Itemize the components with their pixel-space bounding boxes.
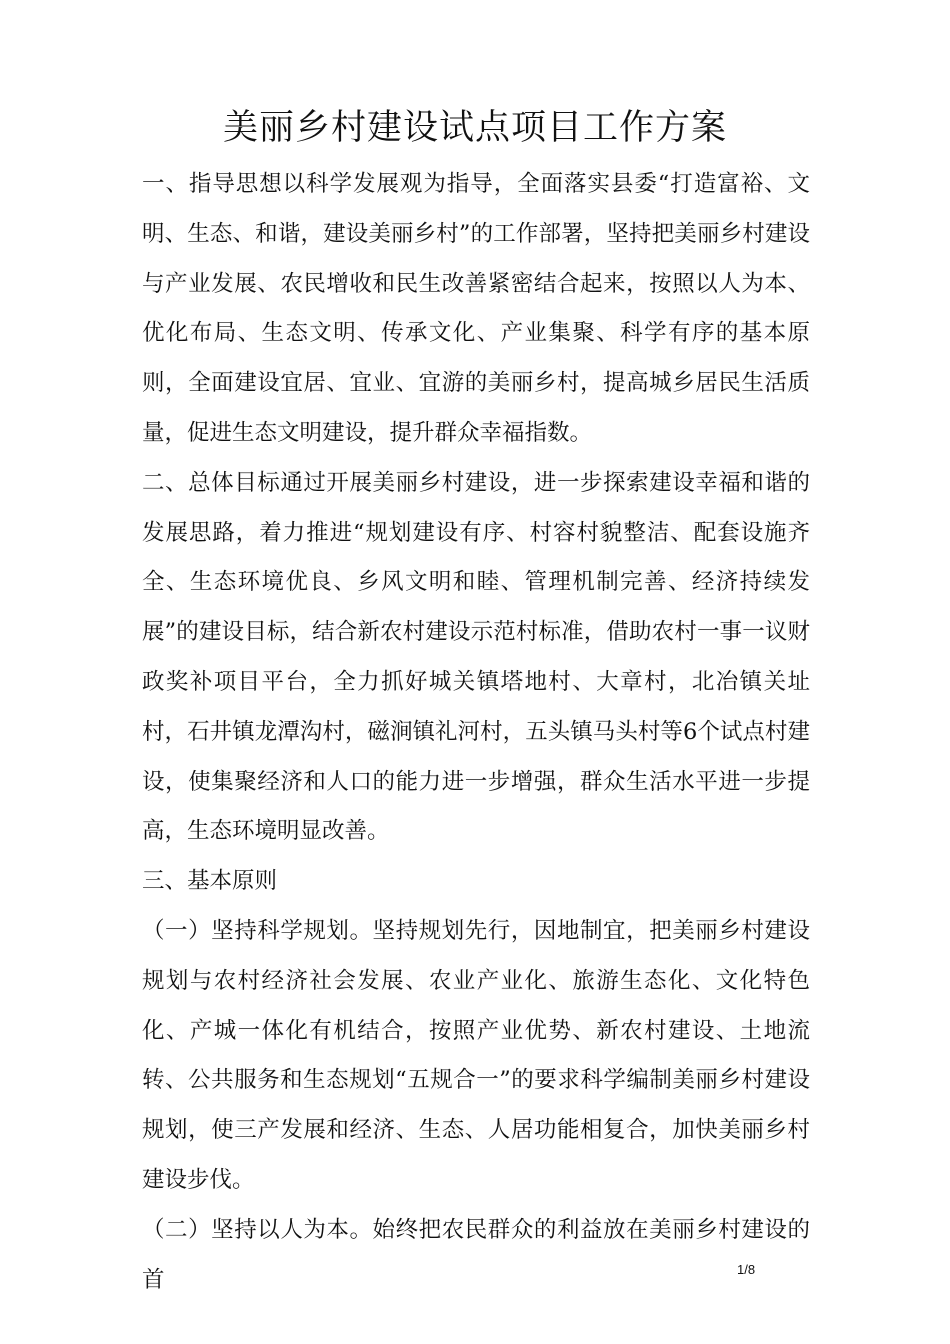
paragraph-guiding-thought: 一、指导思想以科学发展观为指导，全面落实县委“打造富裕、文明、生态、和谐，建设美丽乡村”的工作部署，坚持把美丽乡村建设与产业发展、农民增收和民生改善紧密结合起来，按照以人为本、优化布局、生态文明、传承文化、产业集聚、科学有序的基本原则，全面建设宜居、宜业、宜游的美丽乡村，提高城乡居民生活质量，促进生态文明建设，提升群众幸福指数。	[142, 171, 810, 446]
paragraph-scientific-planning: （一）坚持科学规划。坚持规划先行，因地制宜，把美丽乡村建设规划与农村经济社会发展、农业产业化、旅游生态化、文化特色化、产城一体化有机结合，按照产业优势、新农村建设、土地流转、公共服务和生态规划“五规合一”的要求科学编制美丽乡村建设规划，使三产发展和经济、生态、人居功能相复合，加快美丽乡村建设步伐。	[142, 917, 810, 1193]
heading-basic-principles: 三、基本原则	[142, 868, 278, 895]
paragraph-people-oriented: （二）坚持以人为本。始终把农民群众的利益放在美丽乡村建设的首	[142, 1216, 810, 1293]
paragraph-overall-goal: 二、总体目标通过开展美丽乡村建设，进一步探索建设幸福和谐的发展思路，着力推进“规划建设有序、村容村貌整洁、配套设施齐全、生态环境优良、乡风文明和睦、管理机制完善、经济持续发展”的建设目标，结合新农村建设示范村标准，借助农村一事一议财政奖补项目平台，全力抓好城关镇塔地村、大章村，北冶镇关址村，石井镇龙潭沟村，磁涧镇礼河村，五头镇马头村等6个试点村建设，使集聚经济和人口的能力进一步增强，群众生活水平进一步提高，生态环境明显改善。	[142, 469, 810, 845]
document-body	[142, 160, 810, 1305]
document-title: 美丽乡村建设试点项目工作方案	[222, 108, 727, 148]
page-number: 1/8	[737, 1262, 756, 1277]
